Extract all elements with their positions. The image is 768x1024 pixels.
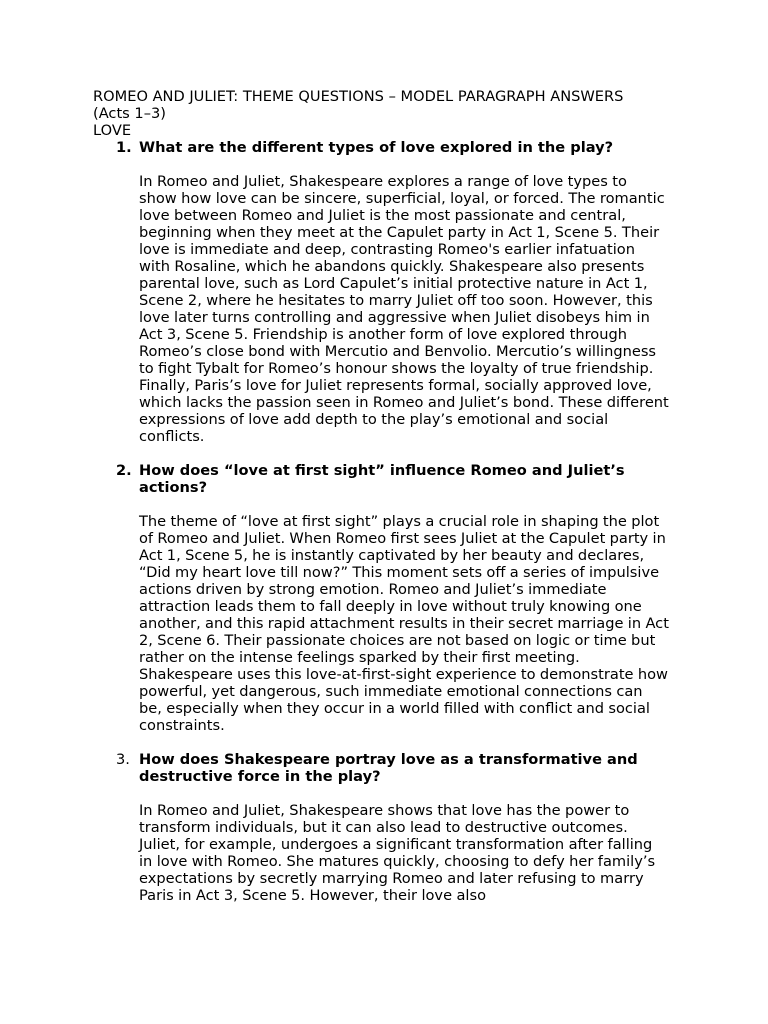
question-text: What are the different types of love explored in the play? [139, 139, 614, 156]
question-number: 2. [116, 462, 132, 479]
question-item [93, 462, 683, 734]
document-subtitle: (Acts 1–3) [93, 105, 166, 122]
question-text: How does Shakespeare portray love as a transformative and destructive force in the play? [139, 751, 638, 785]
document-title: ROMEO AND JULIET: THEME QUESTIONS – MODEL PARAGRAPH ANSWERS [93, 88, 624, 105]
answer-paragraph: In Romeo and Juliet, Shakespeare explores a range of love types to show how love can be sincere, superficial, loyal, or forced. The romantic love between Romeo and Juliet is the most passionate and central, beginning when they meet at the Capulet party in Act 1, Scene 5. Their love is immediate and deep, contrasting Romeo's earlier infatuation with Rosaline, which he abandons quickly. Shakespeare also presents parental love, such as Lord Capulet’s initial protective nature in Act 1, Scene 2, where he hesitates to marry Juliet off too soon. However, this love later turns controlling and aggressive when Juliet disobeys him in Act 3, Scene 5. Friendship is another form of love explored through Romeo’s close bond with Mercutio and Benvolio. Mercutio’s willingness to fight Tybalt for Romeo’s honour shows the loyalty of true friendship. Finally, Paris’s love for Juliet represents formal, socially approved love, which lacks the passion seen in Romeo and Juliet’s bond. These different expressions of love add depth to the play’s emotional and social conflicts. [139, 173, 669, 445]
question-number: 1. [116, 139, 132, 156]
answer-paragraph: The theme of “love at first sight” plays a crucial role in shaping the plot of Romeo and Juliet. When Romeo first sees Juliet at the Capulet party in Act 1, Scene 5, he is instantly captivated by her beauty and declares, “Did my heart love till now?” This moment sets off a series of impulsive actions driven by strong emotion. Romeo and Juliet’s immediate attraction leads them to fall deeply in love without truly knowing one another, and this rapid attachment results in their secret marriage in Act 2, Scene 6. Their passionate choices are not based on logic or time but rather on the intense feelings sparked by their first meeting. Shakespeare uses this love-at-first-sight experience to demonstrate how powerful, yet dangerous, such immediate emotional connections can be, especially when they occur in a world filled with conflict and social constraints. [139, 513, 669, 734]
question-list [93, 139, 683, 904]
question-number: 3. [116, 751, 130, 768]
question-item [93, 751, 683, 904]
section-heading-love: LOVE [93, 122, 132, 139]
answer-paragraph: In Romeo and Juliet, Shakespeare shows that love has the power to transform individuals, but it can also lead to destructive outcomes. Juliet, for example, undergoes a significant transformation after falling in love with Romeo. She matures quickly, choosing to defy her family’s expectations by secretly marrying Romeo and later refusing to marry Paris in Act 3, Scene 5. However, their love also [139, 802, 656, 904]
document-page [93, 88, 683, 921]
question-item [93, 139, 683, 445]
question-text: How does “love at first sight” influence Romeo and Juliet’s actions? [139, 462, 625, 496]
